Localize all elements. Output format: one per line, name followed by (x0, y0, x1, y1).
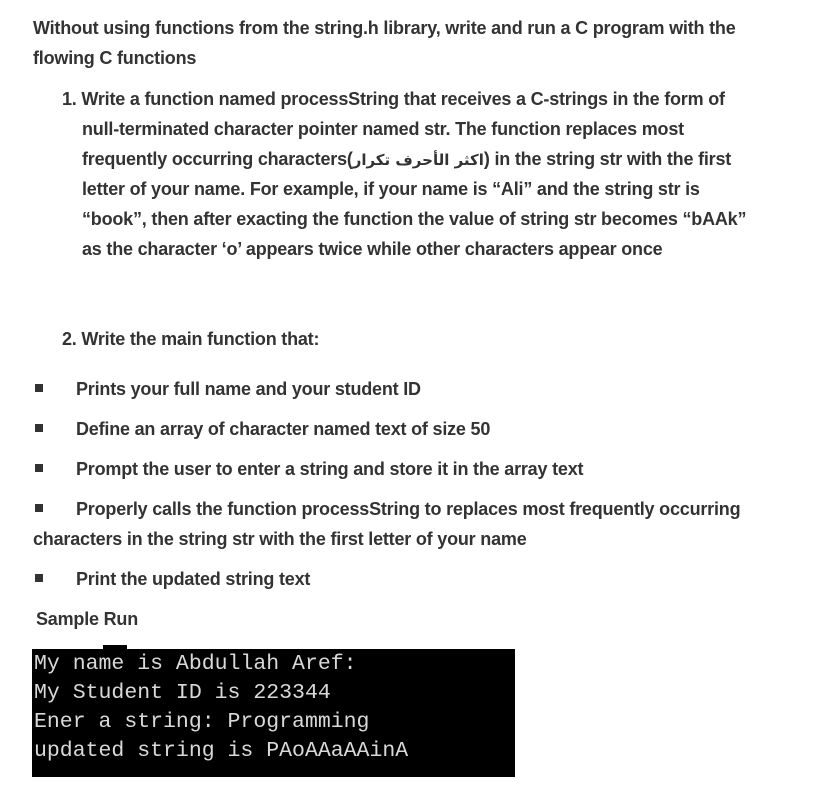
bullet-item-4-continuation: characters in the string str with the first letter of your name (33, 529, 527, 549)
intro-line-1: Without using functions from the string.h library, write and run a C program with the (33, 18, 736, 38)
terminal-line-1: My name is Abdullah Aref: (34, 652, 357, 676)
bullet-item-3: Prompt the user to enter a string and store it in the array text (76, 459, 584, 479)
intro-line-2: flowing C functions (33, 48, 197, 68)
sample-run-label: Sample Run (36, 609, 139, 629)
item1-line-5: “book”, then after exacting the function the value of string str becomes “bAAk” (82, 209, 747, 229)
bullet-marker (35, 574, 43, 582)
item1-line-4: letter of your name. For example, if your name is “Ali” and the string str is (82, 179, 700, 199)
item1-line-3-prefix: frequently occurring characters( (82, 149, 353, 169)
item1-line-6: as the character ‘o’ appears twice while other characters appear once (82, 239, 663, 259)
bullet-item-5: Print the updated string text (76, 569, 311, 589)
bullet-item-2: Define an array of character named text of size 50 (76, 419, 491, 439)
bullet-marker (35, 384, 43, 392)
item1-line-2: null-terminated character pointer named str. The function replaces most (82, 119, 684, 139)
bullet-marker (35, 464, 43, 472)
bullet-item-1: Prints your full name and your student ID (76, 379, 421, 399)
terminal-output (32, 649, 515, 777)
item1-line-1: 1. Write a function named processString that receives a C-strings in the form of (62, 89, 725, 109)
terminal-line-3: Ener a string: Programming (34, 710, 370, 734)
terminal-line-4: updated string is PAoAAaAAinA (34, 739, 409, 763)
bullet-marker (35, 504, 43, 512)
item2-heading: 2. Write the main function that: (62, 329, 320, 349)
arabic-phrase: اكثر الأحرف تكرار (352, 151, 484, 169)
terminal-line-2: My Student ID is 223344 (34, 681, 331, 705)
bullet-marker (35, 424, 43, 432)
item1-line-3 (82, 148, 731, 171)
bullet-item-4: Properly calls the function processString to replaces most frequently occurring (76, 499, 741, 519)
item1-line-3-suffix: ) in the string str with the first (483, 149, 732, 169)
